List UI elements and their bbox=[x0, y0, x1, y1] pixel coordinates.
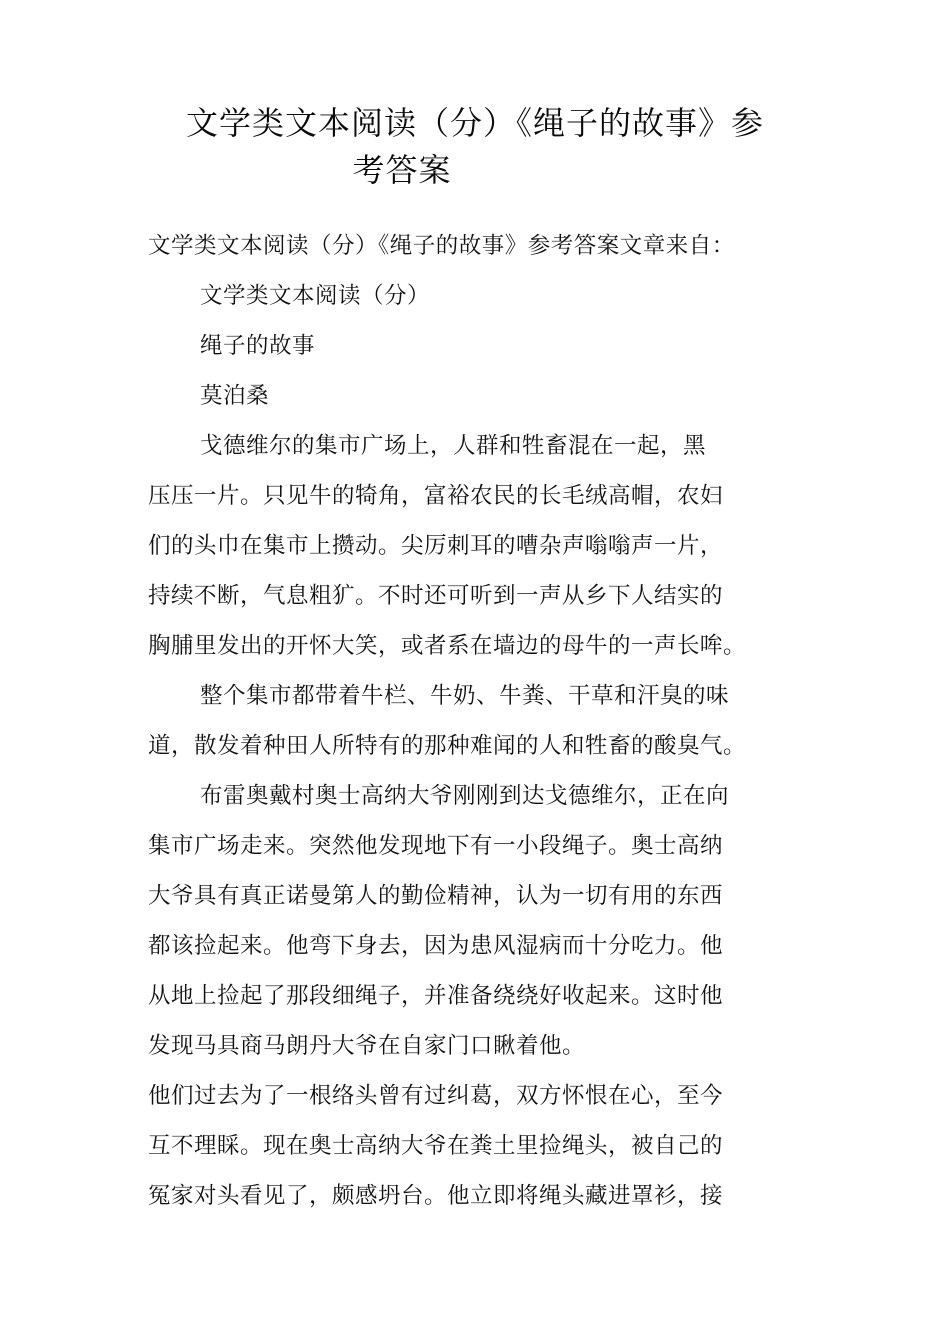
paragraph-line: 集市广场走来。突然他发现地下有一小段绳子。奥士高纳 bbox=[148, 833, 724, 859]
paragraph-line: 持续不断，气息粗犷。不时还可听到一声从乡下人结实的 bbox=[148, 583, 724, 609]
paragraph-line: 道，散发着种田人所特有的那种难闻的人和牲畜的酸臭气。 bbox=[148, 733, 747, 759]
story-title-line: 绳子的故事 bbox=[200, 333, 316, 359]
paragraph-line: 冤家对头看见了，颇感坍台。他立即将绳头藏进罩衫，接 bbox=[148, 1183, 724, 1209]
paragraph-line: 压压一片。只见牛的犄角，富裕农民的长毛绒高帽，农妇 bbox=[148, 483, 724, 509]
paragraph-line: 大爷具有真正诺曼第人的勤俭精神，认为一切有用的东西 bbox=[148, 883, 724, 909]
paragraph-line: 布雷奥戴村奥士高纳大爷刚刚到达戈德维尔，正在向 bbox=[200, 783, 730, 809]
author-line: 莫泊桑 bbox=[200, 383, 270, 409]
paragraph-line: 整个集市都带着牛栏、牛奶、牛粪、干草和汗臭的味 bbox=[200, 683, 730, 709]
paragraph-line: 发现马具商马朗丹大爷在自家门口瞅着他。 bbox=[148, 1033, 586, 1059]
paragraph-line: 互不理睬。现在奥士高纳大爷在粪土里捡绳头，被自己的 bbox=[148, 1133, 724, 1159]
document-title-line-1: 文学类文本阅读（分）《绳子的故事》参 bbox=[185, 104, 764, 142]
paragraph-line: 胸脯里发出的开怀大笑，或者系在墙边的母牛的一声长哞。 bbox=[148, 633, 747, 659]
paragraph-line: 从地上捡起了那段细绳子，并准备绕绕好收起来。这时他 bbox=[148, 983, 724, 1009]
paragraph-line: 他们过去为了一根络头曾有过纠葛，双方怀恨在心，至今 bbox=[148, 1083, 724, 1109]
document-title-line-2: 考答案 bbox=[352, 151, 452, 189]
subheading-line: 文学类文本阅读（分） bbox=[200, 283, 431, 309]
paragraph-line: 都该捡起来。他弯下身去，因为患风湿病而十分吃力。他 bbox=[148, 933, 724, 959]
paragraph-line: 们的头巾在集市上攒动。尖厉刺耳的嘈杂声嗡嗡声一片， bbox=[148, 533, 724, 559]
paragraph-line: 戈德维尔的集市广场上，人群和牲畜混在一起，黑 bbox=[200, 433, 707, 459]
intro-line: 文学类文本阅读（分）《绳子的故事》参考答案文章来自： bbox=[148, 233, 735, 259]
